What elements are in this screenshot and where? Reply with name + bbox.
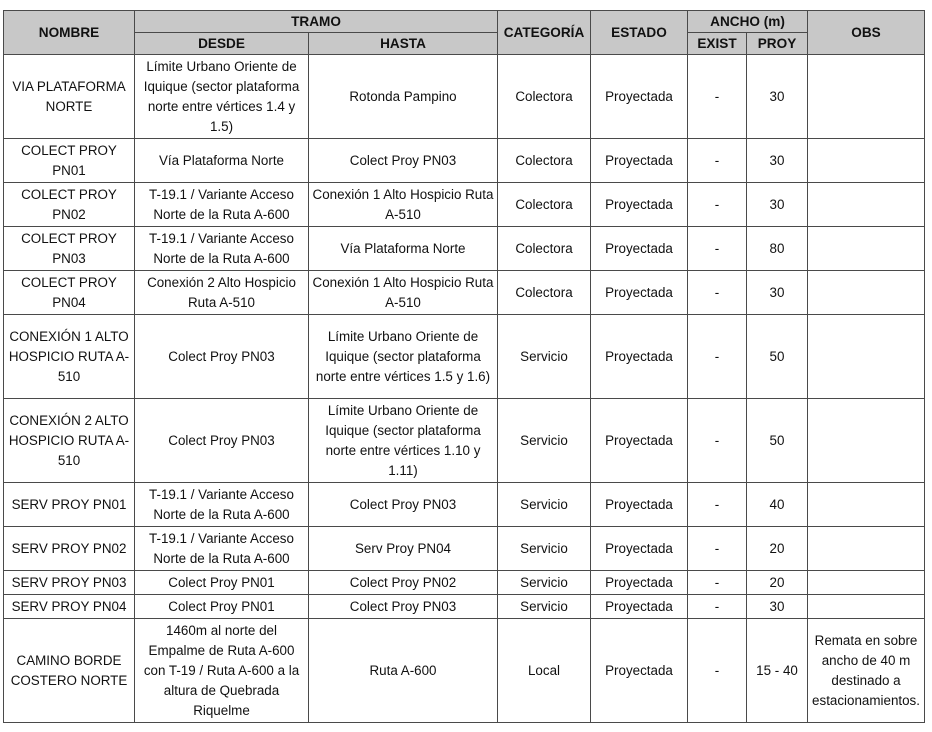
cell-exist: -	[688, 571, 747, 595]
cell-exist: -	[688, 55, 747, 139]
header-tramo: TRAMO	[135, 11, 498, 33]
cell-proy: 30	[747, 271, 808, 315]
cell-estado: Proyectada	[591, 139, 688, 183]
cell-proy: 15 - 40	[747, 619, 808, 723]
cell-exist: -	[688, 527, 747, 571]
cell-exist: -	[688, 595, 747, 619]
table-row	[4, 619, 925, 723]
cell-nombre: SERV PROY PN01	[4, 483, 135, 527]
cell-obs	[808, 571, 925, 595]
cell-proy: 30	[747, 595, 808, 619]
cell-estado: Proyectada	[591, 55, 688, 139]
table-row	[4, 271, 925, 315]
cell-desde: T-19.1 / Variante Acceso Norte de la Ruta A-600	[135, 527, 309, 571]
cell-exist: -	[688, 315, 747, 399]
cell-obs	[808, 183, 925, 227]
cell-obs	[808, 315, 925, 399]
cell-desde: Conexión 2 Alto Hospicio Ruta A-510	[135, 271, 309, 315]
cell-nombre: SERV PROY PN02	[4, 527, 135, 571]
cell-desde: T-19.1 / Variante Acceso Norte de la Ruta A-600	[135, 483, 309, 527]
cell-obs	[808, 139, 925, 183]
cell-categoria: Servicio	[498, 527, 591, 571]
cell-estado: Proyectada	[591, 483, 688, 527]
table-row	[4, 139, 925, 183]
cell-proy: 50	[747, 315, 808, 399]
cell-categoria: Servicio	[498, 399, 591, 483]
cell-exist: -	[688, 183, 747, 227]
cell-desde: Colect Proy PN01	[135, 595, 309, 619]
cell-obs	[808, 595, 925, 619]
header-proy: PROY	[747, 33, 808, 55]
cell-obs	[808, 527, 925, 571]
cell-categoria: Colectora	[498, 227, 591, 271]
cell-hasta: Colect Proy PN03	[309, 595, 498, 619]
cell-nombre: COLECT PROY PN02	[4, 183, 135, 227]
table-row	[4, 483, 925, 527]
header-categoria: CATEGORÍA	[498, 11, 591, 55]
cell-hasta: Límite Urbano Oriente de Iquique (sector plataforma norte entre vértices 1.10 y 1.11)	[309, 399, 498, 483]
cell-nombre: COLECT PROY PN01	[4, 139, 135, 183]
cell-hasta: Límite Urbano Oriente de Iquique (sector plataforma norte entre vértices 1.5 y 1.6)	[309, 315, 498, 399]
cell-proy: 40	[747, 483, 808, 527]
table-row	[4, 227, 925, 271]
cell-nombre: CAMINO BORDE COSTERO NORTE	[4, 619, 135, 723]
table-body	[4, 55, 925, 723]
cell-hasta: Conexión 1 Alto Hospicio Ruta A-510	[309, 271, 498, 315]
cell-estado: Proyectada	[591, 271, 688, 315]
header-estado: ESTADO	[591, 11, 688, 55]
cell-desde: Límite Urbano Oriente de Iquique (sector plataforma norte entre vértices 1.4 y 1.5)	[135, 55, 309, 139]
cell-nombre: SERV PROY PN03	[4, 571, 135, 595]
cell-estado: Proyectada	[591, 571, 688, 595]
cell-categoria: Colectora	[498, 183, 591, 227]
header-exist: EXIST	[688, 33, 747, 55]
cell-obs: Remata en sobre ancho de 40 m destinado a estacionamientos.	[808, 619, 925, 723]
table-row	[4, 571, 925, 595]
cell-proy: 30	[747, 183, 808, 227]
cell-proy: 20	[747, 571, 808, 595]
cell-proy: 30	[747, 139, 808, 183]
cell-exist: -	[688, 271, 747, 315]
cell-desde: Colect Proy PN03	[135, 399, 309, 483]
cell-categoria: Colectora	[498, 271, 591, 315]
cell-hasta: Serv Proy PN04	[309, 527, 498, 571]
cell-proy: 20	[747, 527, 808, 571]
cell-desde: T-19.1 / Variante Acceso Norte de la Ruta A-600	[135, 183, 309, 227]
cell-exist: -	[688, 399, 747, 483]
cell-desde: Colect Proy PN01	[135, 571, 309, 595]
cell-desde: Vía Plataforma Norte	[135, 139, 309, 183]
cell-estado: Proyectada	[591, 227, 688, 271]
cell-categoria: Colectora	[498, 139, 591, 183]
cell-desde: T-19.1 / Variante Acceso Norte de la Ruta A-600	[135, 227, 309, 271]
cell-nombre: CONEXIÓN 2 ALTO HOSPICIO RUTA A-510	[4, 399, 135, 483]
header-nombre: NOMBRE	[4, 11, 135, 55]
cell-estado: Proyectada	[591, 595, 688, 619]
cell-hasta: Colect Proy PN02	[309, 571, 498, 595]
table-row	[4, 55, 925, 139]
table-row	[4, 595, 925, 619]
cell-hasta: Colect Proy PN03	[309, 483, 498, 527]
cell-categoria: Servicio	[498, 595, 591, 619]
table-row	[4, 527, 925, 571]
cell-exist: -	[688, 227, 747, 271]
header-obs: OBS	[808, 11, 925, 55]
cell-desde: Colect Proy PN03	[135, 315, 309, 399]
header-ancho: ANCHO (m)	[688, 11, 808, 33]
table-row	[4, 399, 925, 483]
cell-estado: Proyectada	[591, 399, 688, 483]
cell-proy: 80	[747, 227, 808, 271]
cell-categoria: Colectora	[498, 55, 591, 139]
table-row	[4, 315, 925, 399]
cell-estado: Proyectada	[591, 619, 688, 723]
cell-proy: 30	[747, 55, 808, 139]
cell-obs	[808, 483, 925, 527]
cell-estado: Proyectada	[591, 183, 688, 227]
cell-obs	[808, 271, 925, 315]
cell-categoria: Servicio	[498, 483, 591, 527]
cell-desde: 1460m al norte del Empalme de Ruta A-600 con T-19 / Ruta A-600 a la altura de Quebrada Riquelme	[135, 619, 309, 723]
cell-categoria: Local	[498, 619, 591, 723]
cell-estado: Proyectada	[591, 315, 688, 399]
cell-proy: 50	[747, 399, 808, 483]
cell-obs	[808, 399, 925, 483]
roads-table	[3, 10, 925, 723]
cell-nombre: CONEXIÓN 1 ALTO HOSPICIO RUTA A-510	[4, 315, 135, 399]
cell-categoria: Servicio	[498, 571, 591, 595]
cell-obs	[808, 227, 925, 271]
table-row	[4, 183, 925, 227]
cell-exist: -	[688, 483, 747, 527]
cell-obs	[808, 55, 925, 139]
cell-hasta: Vía Plataforma Norte	[309, 227, 498, 271]
cell-exist: -	[688, 139, 747, 183]
cell-nombre: COLECT PROY PN04	[4, 271, 135, 315]
cell-exist: -	[688, 619, 747, 723]
cell-hasta: Colect Proy PN03	[309, 139, 498, 183]
header-hasta: HASTA	[309, 33, 498, 55]
cell-hasta: Rotonda Pampino	[309, 55, 498, 139]
cell-hasta: Conexión 1 Alto Hospicio Ruta A-510	[309, 183, 498, 227]
cell-categoria: Servicio	[498, 315, 591, 399]
cell-nombre: VIA PLATAFORMA NORTE	[4, 55, 135, 139]
cell-hasta: Ruta A-600	[309, 619, 498, 723]
cell-estado: Proyectada	[591, 527, 688, 571]
cell-nombre: COLECT PROY PN03	[4, 227, 135, 271]
header-desde: DESDE	[135, 33, 309, 55]
cell-nombre: SERV PROY PN04	[4, 595, 135, 619]
